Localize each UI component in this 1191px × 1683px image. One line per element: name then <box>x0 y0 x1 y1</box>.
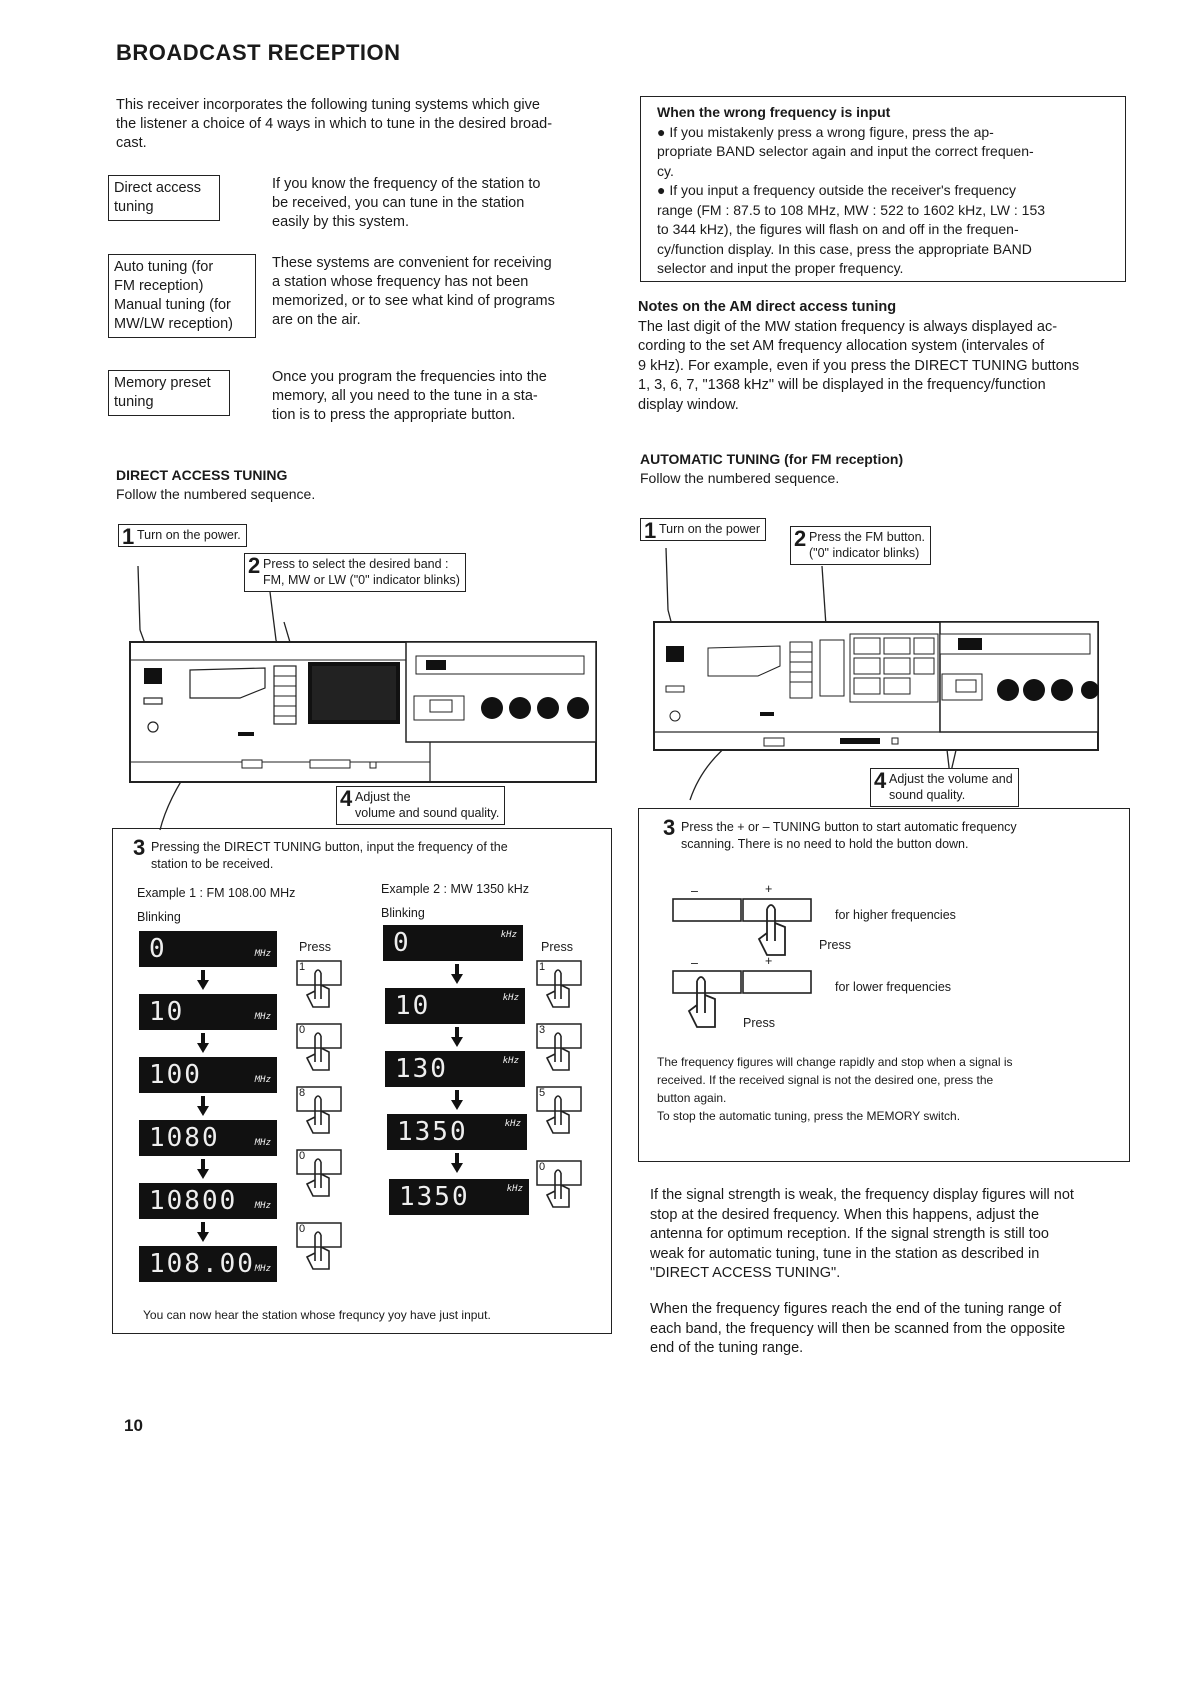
example-2-label: Example 2 : MW 1350 kHz <box>381 882 529 896</box>
label-line: tuning <box>114 394 154 410</box>
auto-subheading: Follow the numbered sequence. <box>640 470 840 486</box>
label-line: Memory preset <box>114 375 211 391</box>
direct-step-3-box <box>112 828 612 1334</box>
direct-heading: DIRECT ACCESS TUNING <box>116 467 288 483</box>
display-unit: MHz <box>254 1012 271 1022</box>
ex2-display-1 <box>383 925 523 961</box>
page-number: 10 <box>124 1416 143 1435</box>
system-desc-memory <box>272 368 612 425</box>
auto-step-3-box <box>638 808 1130 1162</box>
am-notes-heading: Notes on the AM direct access tuning <box>638 299 897 315</box>
display-digits: 10 <box>395 991 431 1021</box>
down-arrow-icon <box>201 1096 205 1106</box>
ex2-display-5 <box>389 1179 529 1215</box>
wrong-frequency-line: range (FM : 87.5 to 108 MHz, MW : 522 to 1602 kHz, LW : 153 <box>657 201 1046 218</box>
wrong-frequency-line: to 344 kHz), the figures will flash on and off in the frequen- <box>657 221 1019 237</box>
intro-line: This receiver incorporates the following tuning systems which give <box>116 97 540 113</box>
step-number: 3 <box>133 835 146 860</box>
display-digits: 10 <box>149 997 185 1027</box>
display-digits: 100 <box>149 1060 202 1090</box>
down-arrow-icon <box>201 1033 205 1043</box>
label-line: FM reception) <box>114 278 204 294</box>
down-arrow-icon <box>451 1163 463 1173</box>
down-arrow-icon <box>197 1106 209 1116</box>
desc-line: tion is to press the appropriate button. <box>272 407 516 423</box>
page-title: BROADCAST RECEPTION <box>116 40 401 65</box>
desc-line: easily by this system. <box>272 214 409 230</box>
key-label: 1 <box>299 961 306 973</box>
key-press-icon <box>295 1085 343 1115</box>
key-press-icon <box>295 959 343 989</box>
label-line: Direct access <box>114 180 202 196</box>
key-press-icon <box>295 1148 343 1178</box>
wrong-frequency-line: selector and input the proper frequency. <box>657 260 904 276</box>
step-text: Turn on the power <box>659 522 760 536</box>
system-desc-auto-manual <box>272 254 612 330</box>
step-number: 4 <box>874 768 887 793</box>
step-number: 2 <box>248 553 261 578</box>
intro-paragraph <box>116 96 616 153</box>
label-line: MW/LW reception) <box>114 316 233 332</box>
key-press-icon <box>535 1085 583 1115</box>
display-unit: MHz <box>254 1264 271 1274</box>
display-unit: kHz <box>502 993 519 1003</box>
down-arrow-icon <box>197 1169 209 1179</box>
down-arrow-icon <box>455 1027 459 1037</box>
press-label-down: Press <box>743 1016 775 1030</box>
step-text: FM, MW or LW ("0" indicator blinks) <box>263 573 460 587</box>
desc-line: a station whose frequency has not been <box>272 274 529 290</box>
higher-frequencies-label: for higher frequencies <box>835 908 956 922</box>
key-label: 5 <box>539 1087 546 1099</box>
step-number: 2 <box>794 526 807 551</box>
step-text: Pressing the DIRECT TUNING button, input the frequency of the <box>151 840 508 854</box>
step-text: Adjust the <box>355 790 411 804</box>
down-arrow-icon <box>455 1153 459 1163</box>
weak-signal-line: "DIRECT ACCESS TUNING". <box>650 1265 841 1281</box>
end-range-line: each band, the frequency will then be scanned from the opposite <box>650 1320 1066 1337</box>
desc-line: If you know the frequency of the station to <box>272 176 541 192</box>
example-1-blinking: Blinking <box>137 910 181 924</box>
system-label-direct <box>108 175 220 221</box>
display-digits: 130 <box>395 1054 448 1084</box>
am-notes-line: The last digit of the MW station frequency is always displayed ac- <box>638 318 1058 335</box>
direct-heading-block <box>116 466 315 504</box>
ex1-display-3 <box>139 1057 277 1093</box>
am-notes-line: display window. <box>638 396 739 413</box>
down-arrow-icon <box>201 1222 205 1232</box>
auto-step-3-text <box>663 815 1017 853</box>
desc-line: These systems are convenient for receiving <box>272 255 552 271</box>
example-1-press: Press <box>299 940 331 954</box>
weak-signal-line: weak for automatic tuning, tune in the station as described in <box>650 1245 1040 1262</box>
system-desc-direct <box>272 175 612 232</box>
desc-line: be received, you can tune in the station <box>272 195 525 211</box>
display-digits: 1350 <box>399 1182 470 1212</box>
key-label: 0 <box>299 1024 306 1036</box>
wrong-frequency-line: ● If you input a frequency outside the receiver's frequency <box>657 182 1016 198</box>
ex2-display-3 <box>385 1051 525 1087</box>
auto-note-line: button again. <box>657 1091 727 1105</box>
key-press-icon <box>535 1022 583 1052</box>
end-range-line: When the frequency figures reach the end of the tuning range of <box>650 1301 1062 1317</box>
minus-label: – <box>691 956 698 970</box>
auto-step-4 <box>870 768 1019 807</box>
plus-label: + <box>765 882 773 896</box>
intro-line: the listener a choice of 4 ways in which to tune in the desired broad- <box>116 116 553 132</box>
desc-line: memory, all you need to the tune in a sta- <box>272 388 538 404</box>
display-unit: MHz <box>254 1201 271 1211</box>
direct-step-4 <box>336 786 505 825</box>
weak-signal-line: stop at the desired frequency. When this happens, adjust the <box>650 1206 1040 1223</box>
key-label: 8 <box>299 1087 306 1099</box>
display-unit: MHz <box>254 949 271 959</box>
step-text: Adjust the volume and <box>889 772 1013 786</box>
key-label: 0 <box>539 1161 546 1173</box>
am-notes <box>638 298 1138 415</box>
plus-label: + <box>765 954 773 968</box>
display-digits: 0 <box>149 934 167 964</box>
step-text: station to be received. <box>151 857 274 871</box>
down-arrow-icon <box>451 1037 463 1047</box>
end-range-line: end of the tuning range. <box>650 1340 804 1356</box>
down-arrow-icon <box>451 1100 463 1110</box>
ex1-display-5 <box>139 1183 277 1219</box>
press-label-up: Press <box>819 938 851 952</box>
step-text: ("0" indicator blinks) <box>809 546 920 560</box>
key-press-icon <box>295 1022 343 1052</box>
display-unit: kHz <box>504 1119 521 1129</box>
am-notes-line: 1, 3, 6, 7, "1368 kHz" will be displayed in the frequency/function <box>638 377 1046 393</box>
step-text: Press to select the desired band : <box>263 557 449 571</box>
auto-heading-block <box>640 450 903 488</box>
direct-footer-note: You can now hear the station whose frequncy yoy have just input. <box>143 1308 491 1322</box>
am-notes-line: cording to the set AM frequency allocation system (intervales of <box>638 338 1045 354</box>
key-press-icon <box>295 1221 343 1251</box>
ex1-display-4 <box>139 1120 277 1156</box>
display-digits: 10800 <box>149 1186 238 1216</box>
down-arrow-icon <box>451 974 463 984</box>
display-unit: kHz <box>506 1184 523 1194</box>
display-unit: MHz <box>254 1075 271 1085</box>
down-arrow-icon <box>201 970 205 980</box>
wrong-frequency-box <box>640 96 1126 282</box>
auto-heading: AUTOMATIC TUNING (for FM reception) <box>640 451 904 467</box>
desc-line: Once you program the frequencies into the <box>272 369 547 385</box>
down-arrow-icon <box>197 980 209 990</box>
key-press-icon <box>535 1159 583 1189</box>
intro-line: cast. <box>116 135 147 151</box>
down-arrow-icon <box>455 1090 459 1100</box>
auto-note <box>657 1053 1013 1125</box>
key-press-icon <box>535 959 583 989</box>
weak-signal-paragraph <box>650 1186 1158 1284</box>
desc-line: are on the air. <box>272 312 361 328</box>
step-text: Press the + or – TUNING button to start automatic frequency <box>681 820 1017 834</box>
auto-step-1 <box>640 518 766 541</box>
key-label: 0 <box>299 1223 306 1235</box>
display-unit: MHz <box>254 1138 271 1148</box>
weak-signal-line: antenna for optimum reception. If the signal strength is still too <box>650 1226 1049 1242</box>
system-label-auto-manual <box>108 254 256 338</box>
example-2-blinking: Blinking <box>381 906 425 920</box>
key-label: 1 <box>539 961 546 973</box>
key-label: 0 <box>299 1150 306 1162</box>
desc-line: memorized, or to see what kind of programs <box>272 293 555 309</box>
down-arrow-icon <box>197 1043 209 1053</box>
display-digits: 1350 <box>397 1117 468 1147</box>
step-number: 4 <box>340 786 353 811</box>
ex2-display-2 <box>385 988 525 1024</box>
step-number: 1 <box>644 518 657 543</box>
key-label: 3 <box>539 1024 546 1036</box>
step-text: volume and sound quality. <box>355 806 500 820</box>
step-text: scanning. There is no need to hold the button down. <box>681 837 969 851</box>
display-digits: 1080 <box>149 1123 220 1153</box>
wrong-frequency-line: propriate BAND selector again and input the correct frequen- <box>657 143 1034 159</box>
tuning-up-press-icon <box>671 897 821 959</box>
display-unit: kHz <box>502 1056 519 1066</box>
label-line: Auto tuning (for <box>114 259 214 275</box>
down-arrow-icon <box>455 964 459 974</box>
wrong-frequency-line: cy. <box>657 162 674 179</box>
auto-note-line: received. If the received signal is not the desired one, press the <box>657 1073 994 1087</box>
minus-label: – <box>691 884 698 898</box>
step-text: sound quality. <box>889 788 966 802</box>
display-unit: kHz <box>500 930 517 940</box>
wrong-frequency-heading: When the wrong frequency is input <box>657 104 891 120</box>
example-1-label: Example 1 : FM 108.00 MHz <box>137 886 296 900</box>
example-2-press: Press <box>541 940 573 954</box>
weak-signal-line: If the signal strength is weak, the frequency display figures will not <box>650 1187 1074 1203</box>
direct-step-3-text <box>133 835 508 873</box>
auto-note-line: The frequency figures will change rapidly and stop when a signal is <box>657 1055 1013 1069</box>
direct-subheading: Follow the numbered sequence. <box>116 486 316 502</box>
step-number: 3 <box>663 815 676 840</box>
down-arrow-icon <box>197 1232 209 1242</box>
ex2-display-4 <box>387 1114 527 1150</box>
step-text: Press the FM button. <box>809 530 926 544</box>
auto-note-line: To stop the automatic tuning, press the MEMORY switch. <box>657 1109 961 1123</box>
wrong-frequency-line: ● If you mistakenly press a wrong figure, press the ap- <box>657 123 994 140</box>
wrong-frequency-line: cy/function display. In this case, press the appropriate BAND <box>657 240 1032 257</box>
step-number: 1 <box>122 524 135 549</box>
label-line: tuning <box>114 199 154 215</box>
ex1-display-2 <box>139 994 277 1030</box>
step-text: Turn on the power. <box>137 528 241 542</box>
am-notes-line: 9 kHz). For example, even if you press the DIRECT TUNING buttons <box>638 357 1080 374</box>
ex1-display-1 <box>139 931 277 967</box>
down-arrow-icon <box>201 1159 205 1169</box>
display-digits: 108.00 <box>149 1249 255 1279</box>
label-line: Manual tuning (for <box>114 297 231 313</box>
display-digits: 0 <box>393 928 411 958</box>
ex1-display-6 <box>139 1246 277 1282</box>
system-label-memory <box>108 370 230 416</box>
end-range-paragraph <box>650 1300 1158 1359</box>
lower-frequencies-label: for lower frequencies <box>835 980 952 994</box>
